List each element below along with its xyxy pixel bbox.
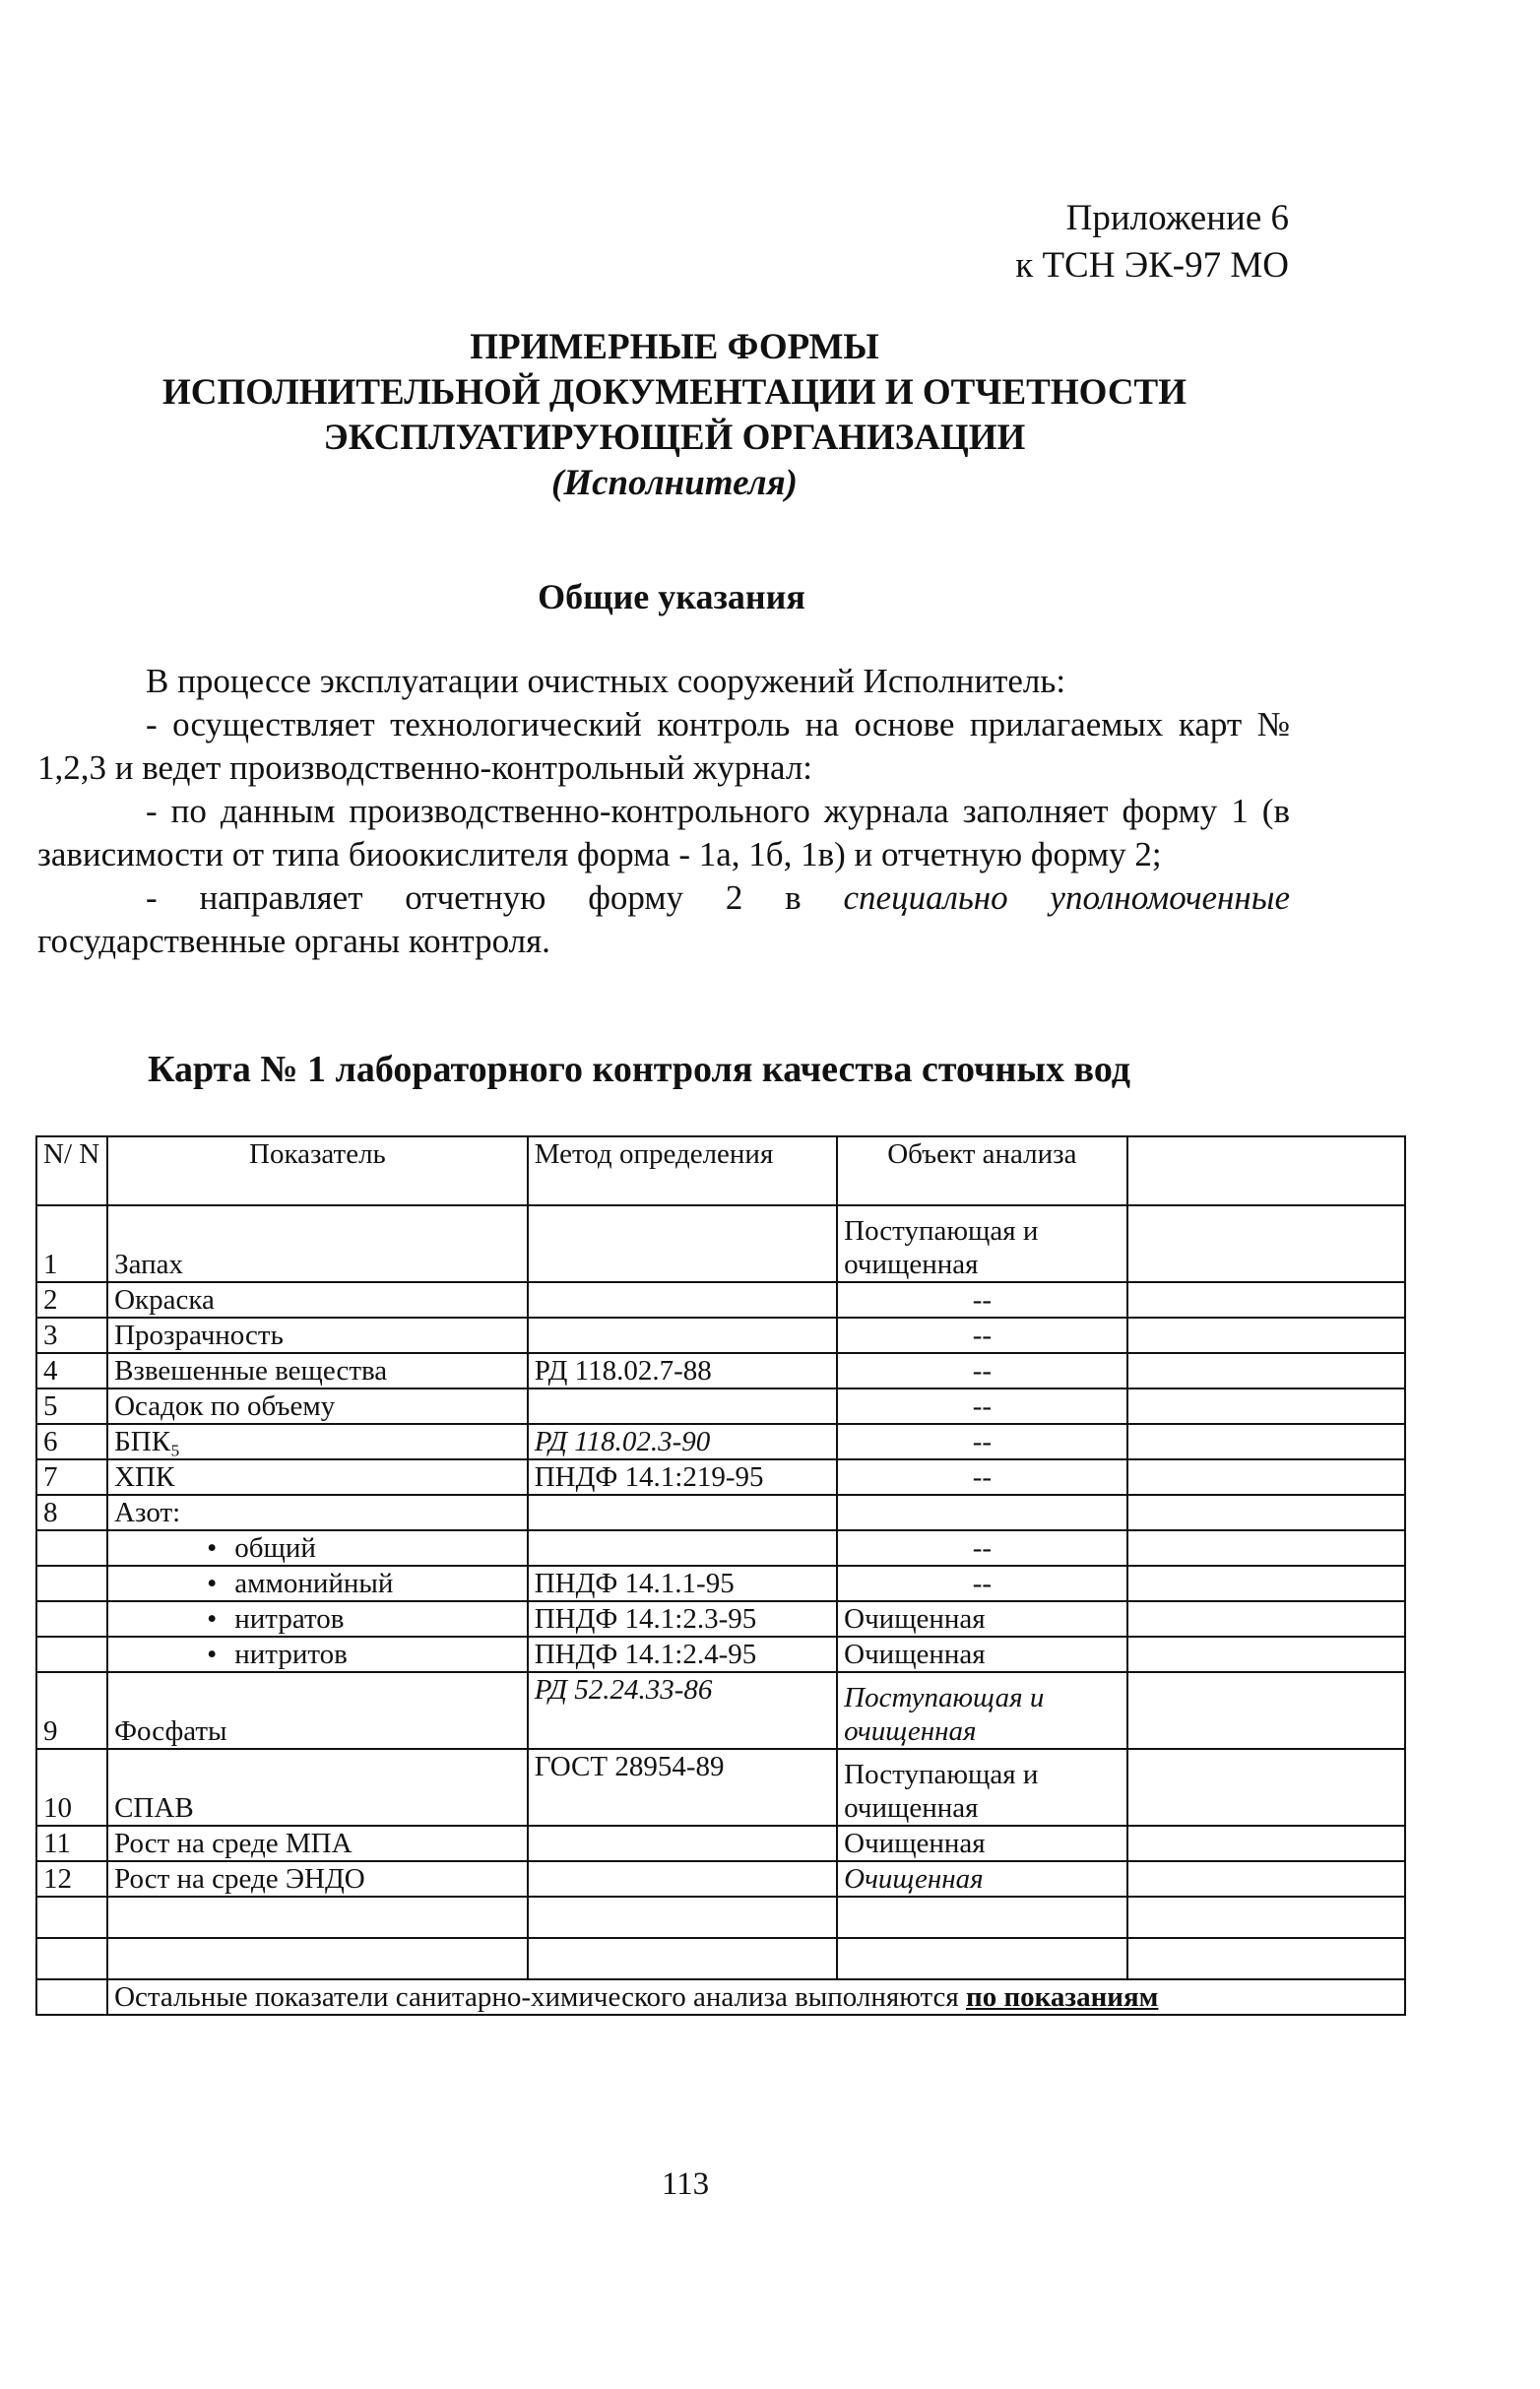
empty-row (36, 1938, 1405, 1979)
appendix-reference (1015, 195, 1289, 290)
table-row (36, 1749, 1405, 1826)
footer-note (107, 1979, 1405, 2015)
paragraph-4-start: - направляет отчетную форму 2 в (146, 878, 844, 917)
cell-method: ПНДФ 14.1.1-95 (528, 1566, 837, 1601)
table-row (36, 1318, 1405, 1353)
cell-num: 12 (36, 1861, 107, 1897)
cell-indicator: • нитратов (107, 1601, 528, 1637)
cell-indicator: • общий (107, 1530, 528, 1566)
cell-object: -- (837, 1424, 1126, 1459)
cell-extra (1127, 1826, 1405, 1861)
cell-num: 6 (36, 1424, 107, 1459)
cell-object: Очищенная (837, 1861, 1126, 1897)
cell-extra (1127, 1424, 1405, 1459)
cell-method (528, 1530, 837, 1566)
general-instructions (37, 660, 1290, 963)
cell-object: -- (837, 1459, 1126, 1495)
cell-method (528, 1388, 837, 1424)
cell-object: Поступающая и очищенная (837, 1205, 1126, 1282)
cell-method: РД 52.24.33-86 (528, 1672, 837, 1749)
cell-extra (1127, 1672, 1405, 1749)
cell-object: -- (837, 1530, 1126, 1566)
title-line-1: ПРИМЕРНЫЕ ФОРМЫ (470, 327, 879, 367)
cell-extra (1127, 1861, 1405, 1897)
cell-extra (1127, 1749, 1405, 1826)
header-num: N/ N (36, 1136, 107, 1205)
cell-num: 8 (36, 1495, 107, 1530)
paragraph-2: - осуществляет технологический контроль на основе прилагаемых карт № 1,2,3 и ведет производственно-контрольный журнал: (37, 705, 1290, 787)
cell-object: -- (837, 1282, 1126, 1318)
table-row (36, 1826, 1405, 1861)
header-method: Метод определения (528, 1136, 837, 1205)
paragraph-4-italic: специально уполномоченные (843, 878, 1291, 917)
cell-extra (1127, 1353, 1405, 1388)
cell-extra (1127, 1459, 1405, 1495)
table-row (36, 1353, 1405, 1388)
header-object: Объект анализа (837, 1136, 1126, 1205)
cell-indicator: Рост на среде МПА (107, 1826, 528, 1861)
cell-method (528, 1205, 837, 1282)
cell-num: 1 (36, 1205, 107, 1282)
cell-num: 5 (36, 1388, 107, 1424)
cell-num (36, 1530, 107, 1566)
cell-num (36, 1637, 107, 1672)
cell-indicator: Азот: (107, 1495, 528, 1530)
cell-indicator: • аммонийный (107, 1566, 528, 1601)
cell-object (837, 1495, 1126, 1530)
cell-method (528, 1861, 837, 1897)
cell-num: 3 (36, 1318, 107, 1353)
cell-object: -- (837, 1566, 1126, 1601)
cell-extra (1127, 1318, 1405, 1353)
table-row (36, 1282, 1405, 1318)
header-extra (1127, 1136, 1405, 1205)
cell-indicator: Окраска (107, 1282, 528, 1318)
header-indicator: Показатель (107, 1136, 528, 1205)
empty-row (36, 1897, 1405, 1938)
cell-extra (1127, 1566, 1405, 1601)
cell-object: -- (837, 1353, 1126, 1388)
appendix-line-1: Приложение 6 (1065, 198, 1289, 238)
cell-num: 10 (36, 1749, 107, 1826)
cell-method: ГОСТ 28954-89 (528, 1749, 837, 1826)
cell-method: РД 118.02.7-88 (528, 1353, 837, 1388)
cell-object: -- (837, 1388, 1126, 1424)
section-title: Общие указания (538, 577, 805, 616)
cell-num (36, 1601, 107, 1637)
document-title (59, 325, 1290, 506)
card-title: Карта № 1 лабораторного контроля качества сточных вод (148, 1049, 1130, 1090)
cell-extra (1127, 1530, 1405, 1566)
cell-method: ПНДФ 14.1:2.4-95 (528, 1637, 837, 1672)
cell-indicator: СПАВ (107, 1749, 528, 1826)
cell-method: РД 118.02.3-90 (528, 1424, 837, 1459)
cell-object: Поступающая и очищенная (837, 1749, 1126, 1826)
table-row (36, 1205, 1405, 1282)
table-row (36, 1424, 1405, 1459)
table-row (36, 1637, 1405, 1672)
paragraph-3: - по данным производственно-контрольного журнала заполняет форму 1 (в зависимости от типа биоокислителя форма - 1а, 1б, 1в) и отчетную форму 2; (37, 792, 1290, 873)
cell-object: Очищенная (837, 1637, 1126, 1672)
table-row (36, 1495, 1405, 1530)
cell-object: Очищенная (837, 1826, 1126, 1861)
title-line-3: ЭКСПЛУАТИРУЮЩЕЙ ОРГАНИЗАЦИИ (323, 418, 1026, 458)
cell-extra (1127, 1495, 1405, 1530)
title-line-2: ИСПОЛНИТЕЛЬНОЙ ДОКУМЕНТАЦИИ И ОТЧЕТНОСТИ (161, 372, 1187, 413)
page-number: 113 (661, 2166, 710, 2202)
cell-num: 9 (36, 1672, 107, 1749)
table-row (36, 1672, 1405, 1749)
footer-note-text: Остальные показатели санитарно-химического анализа выполняются (114, 1981, 966, 2013)
cell-object: -- (837, 1318, 1126, 1353)
cell-method (528, 1495, 837, 1530)
table-footer-row (36, 1979, 1405, 2015)
cell-extra (1127, 1282, 1405, 1318)
cell-num: 11 (36, 1826, 107, 1861)
footer-note-emphasis: по показаниям (965, 1981, 1159, 2013)
paragraph-1: В процессе эксплуатации очистных сооружений Исполнитель: (146, 662, 1066, 700)
cell-extra (1127, 1637, 1405, 1672)
table-header-row (36, 1136, 1405, 1205)
table-row (36, 1530, 1405, 1566)
table-row (36, 1459, 1405, 1495)
appendix-line-2: к ТСН ЭК-97 МО (1015, 245, 1289, 286)
cell-indicator: Запах (107, 1205, 528, 1282)
cell-indicator: ХПК (107, 1459, 528, 1495)
paragraph-4-end: государственные органы контроля. (37, 922, 550, 960)
cell-indicator: • нитритов (107, 1637, 528, 1672)
cell-num: 7 (36, 1459, 107, 1495)
cell-method (528, 1826, 837, 1861)
table-row (36, 1601, 1405, 1637)
cell-extra (1127, 1601, 1405, 1637)
cell-indicator: Осадок по объему (107, 1388, 528, 1424)
cell-object: Поступающая и очищенная (837, 1672, 1126, 1749)
cell-indicator: Прозрачность (107, 1318, 528, 1353)
cell-object: Очищенная (837, 1601, 1126, 1637)
cell-num: 4 (36, 1353, 107, 1388)
lab-control-table (35, 1135, 1406, 2016)
table-row (36, 1861, 1405, 1897)
cell-indicator: БПК₅ (107, 1424, 528, 1459)
paragraph-4 (37, 876, 1290, 963)
table-row (36, 1566, 1405, 1601)
cell-method: ПНДФ 14.1:219-95 (528, 1459, 837, 1495)
cell-extra (1127, 1205, 1405, 1282)
cell-num: 2 (36, 1282, 107, 1318)
cell-num (36, 1566, 107, 1601)
cell-method (528, 1318, 837, 1353)
cell-method (528, 1282, 837, 1318)
cell-extra (1127, 1388, 1405, 1424)
table-row (36, 1388, 1405, 1424)
title-line-4: (Исполнителя) (551, 463, 798, 503)
cell-indicator: Взвешенные вещества (107, 1353, 528, 1388)
cell-indicator: Рост на среде ЭНДО (107, 1861, 528, 1897)
cell-indicator: Фосфаты (107, 1672, 528, 1749)
cell-method: ПНДФ 14.1:2.3-95 (528, 1601, 837, 1637)
